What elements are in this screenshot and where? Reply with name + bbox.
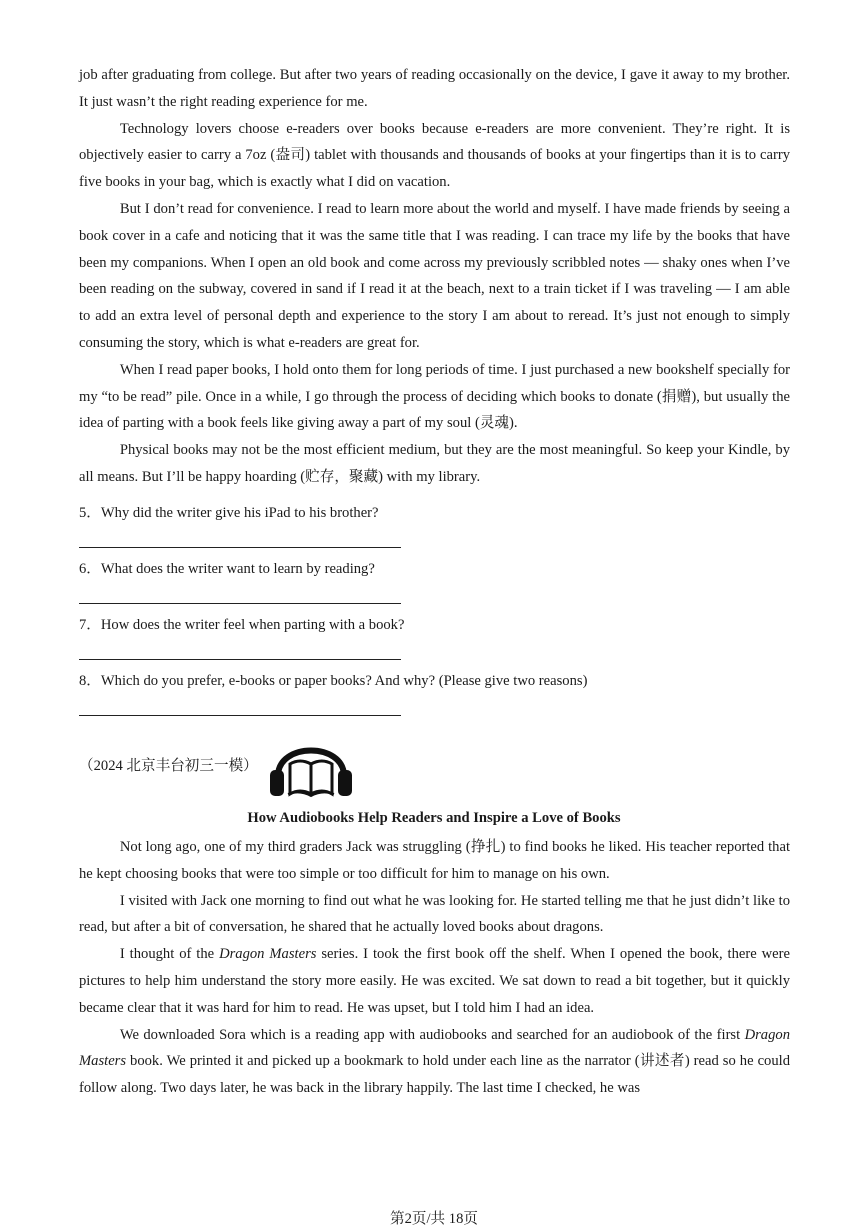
question-5: 5．Why did the writer give his iPad to his brother? xyxy=(79,505,379,521)
paragraph xyxy=(79,941,790,1021)
answer-line-5 xyxy=(79,547,401,548)
passage-two-title: How Audiobooks Help Readers and Inspire a Love of Books xyxy=(247,810,621,826)
source-label: （2024 北京丰台初三一模） xyxy=(79,758,258,774)
question-7: 7．How does the writer feel when parting with a book? xyxy=(79,617,405,633)
passage-two xyxy=(79,834,790,1102)
paragraph xyxy=(79,1022,790,1102)
answer-line-6 xyxy=(79,603,401,604)
paragraph: But I don’t read for convenience. I read to learn more about the world and myself. I have made friends by seeing a book cover in a cafe and noticing that it was the same title that I was reading. I can trace my life by the books that have been my companions. When I open an old book and come across my previously scribbled notes — shaky ones when I’ve been reading on the subway, covered in sand if I read it at the beach, next to a train ticket if I was traveling — I am able to add an extra level of personal depth and experience to the story I am about to reread. It’s just not enough to simply consuming the story, which is what e-readers are great for. xyxy=(79,200,790,351)
paragraph: When I read paper books, I hold onto them for long periods of time. I just purchased a new bookshelf specially for my “to be read” pile. Once in a while, I go through the process of deciding which books to donate (捐赠), but usually the idea of parting with a book feels like giving away a part of my soul (灵魂). xyxy=(79,361,790,432)
passage-one xyxy=(79,62,790,491)
answer-line-7 xyxy=(79,659,401,660)
text-span: book. We printed it and picked up a bookmark to hold under each line as the narrator (讲述者) read so he could follow along. Two days later, he was back in the library happily. The last time I checked, he was xyxy=(79,1053,790,1097)
headphones-book-icon xyxy=(268,728,354,800)
answer-line-8 xyxy=(79,715,401,716)
question-6: 6．What does the writer want to learn by reading? xyxy=(79,561,375,577)
book-title: Dragon Masters xyxy=(219,946,317,963)
page-number: 第2页/共 18页 xyxy=(390,1211,478,1227)
paragraph: I visited with Jack one morning to find out what he was looking for. He started telling me that he just didn’t like to read, but after a bit of conversation, he shared that he actually loved books about dragons. xyxy=(79,892,790,936)
question-8: 8．Which do you prefer, e-books or paper books? And why? (Please give two reasons) xyxy=(79,673,588,689)
text-span: I thought of the xyxy=(119,946,220,963)
paragraph: job after graduating from college. But after two years of reading occasionally on the device, I gave it away to my brother. It just wasn’t the right reading experience for me. xyxy=(79,67,790,110)
text-span: We downloaded Sora which is a reading app with audiobooks and searched for an audiobook of the first xyxy=(119,1026,745,1043)
book-title: Dragon Masters xyxy=(79,1026,790,1070)
text-span: series. I took the first book off the shelf. When I opened the book, there were pictures to help him understand the story more easily. He was excited. We sat down to read a bit together, but it quickly became clear that it was hard for him to read. He was upset, but I told him I had an idea. xyxy=(79,946,790,1016)
paragraph: Technology lovers choose e-readers over books because e-readers are more convenient. They’re right. It is objectively easier to carry a 7oz (盎司) tablet with thousands and thousands of books at your fingertips than it is to carry five books in your bag, which is exactly what I did on vacation. xyxy=(79,120,790,191)
paragraph: Physical books may not be the most efficient medium, but they are the most meaningful. So keep your Kindle, by all means. But I’ll be happy hoarding (贮存，聚藏) with my library. xyxy=(79,442,790,485)
paragraph: Not long ago, one of my third graders Jack was struggling (挣扎) to find books he liked. His teacher reported that he kept choosing books that were too simple or too difficult for him to manage on his own. xyxy=(79,839,790,882)
